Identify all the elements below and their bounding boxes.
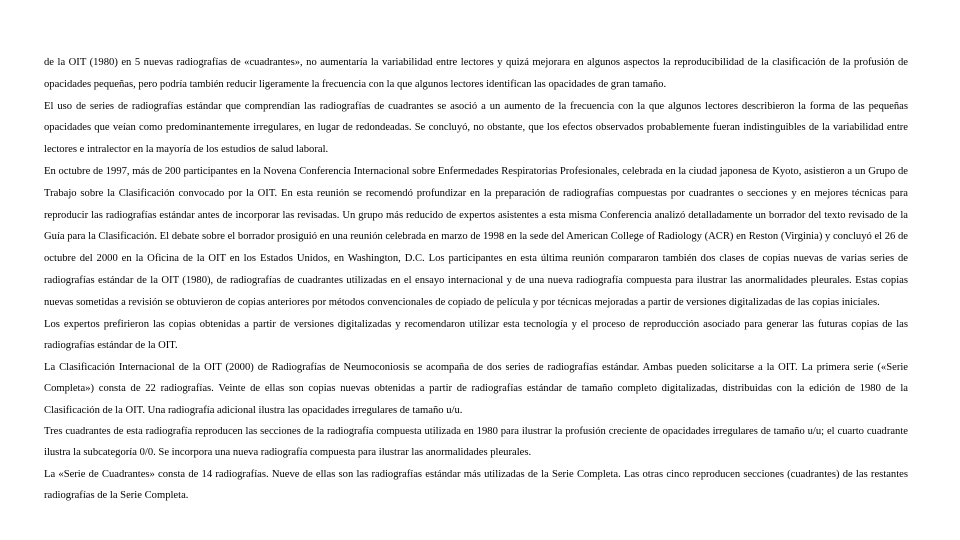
paragraph-kyoto-conference: En octubre de 1997, más de 200 participantes en la Novena Conferencia Internacional sobre Enfermedades Respiratorias Profesionales, celebrada en la ciudad japonesa de Kyoto, asistieron a un Grupo de Trabajo sobre la Clasificación convocado por la OIT. En esta reunión se recomendó profundizar en la preparación de radiografías compuestas por cuadrantes o secciones y en mejores técnicas para reproducir las radiografías estándar antes de incorporar las revisadas. Un grupo más reducido de expertos asistentes a esta misma Conferencia analizó detalladamente un borrador del texto revisado de la Guía para la Clasificación. El debate sobre el borrador prosiguió en una reunión celebrada en marzo de 1998 en la sede del American College of Radiology (ACR) en Reston (Virginia) y concluyó el 26 de octubre del 2000 en la Oficina de la OIT en los Estados Unidos, en Washington, D.C. Los participantes en esta última reunión compararon también dos clases de copias nuevas de varias series de radiografías estándar de la OIT (1980), de radiografías de cuadrantes utilizadas en el ensayo internacional y de una nueva radiografía compuesta para ilustrar las anormalidades pleurales. Estas copias nuevas sometidas a revisión se obtuvieron de copias anteriores por métodos convencionales de copiado de película y por técnicas mejoradas a partir de versiones digitalizadas de las copias iniciales.: [44, 165, 908, 308]
document-page: [44, 52, 908, 506]
paragraph-digitized-copies: Los expertos prefirieron las copias obtenidas a partir de versiones digitalizadas y recomendaron utilizar esta tecnología y el proceso de reproducción asociado para generar las futuras copias de las radiografías estándar de la OIT.: [44, 318, 908, 352]
paragraph-oit-1980-quadrants: de la OIT (1980) en 5 nuevas radiografías de «cuadrantes», no aumentaría la variabilidad entre lectores y quizá mejorara en algunos aspectos la reproducibilidad de la clasificación de la profusión de opacidades pequeñas, pero podría también reducir ligeramente la frecuencia con la que algunos lectores identifican las opacidades de gran tamaño.: [44, 57, 908, 90]
paragraph-classification-2000: La Clasificación Internacional de la OIT (2000) de Radiografías de Neumoconiosis se acompaña de dos series de radiografías estándar. Ambas pueden solicitarse a la OIT. La primera serie («Serie Completa») consta de 22 radiografías. Veinte de ellas son copias nuevas obtenidas a partir de radiografías estándar de tamaño completo digitalizadas, distribuidas con la edición de 1980 de la Clasificación de la OIT. Una radiografía adicional ilustra las opacidades irregulares de tamaño u/u.: [44, 362, 908, 416]
paragraph-quadrant-series: La «Serie de Cuadrantes» consta de 14 radiografías. Nueve de ellas son las radiografías estándar más utilizadas de la Serie Completa. Las otras cinco reproducen secciones (cuadrantes) de las restantes radiografías de la Serie Completa.: [44, 468, 908, 501]
paragraph-three-quadrants: Tres cuadrantes de esta radiografía reproducen las secciones de la radiografía compuesta utilizada en 1980 para ilustrar la profusión creciente de opacidades irregulares de tamaño u/u; el cuarto cuadrante ilustra la subcategoría 0/0. Se incorpora una nueva radiografía compuesta para ilustrar las anormalidades pleurales.: [44, 426, 908, 459]
paragraph-opacity-shape: El uso de series de radiografías estándar que comprendían las radiografías de cuadrantes se asoció a un aumento de la frecuencia con la que algunos lectores describieron la forma de las pequeñas opacidades que veían como predominantemente irregulares, en lugar de redondeadas. Se concluyó, no obstante, que los efectos observados probablemente fueran indistinguibles de la variabilidad entre lectores e intralector en la mayoría de los estudios de salud laboral.: [44, 100, 908, 156]
